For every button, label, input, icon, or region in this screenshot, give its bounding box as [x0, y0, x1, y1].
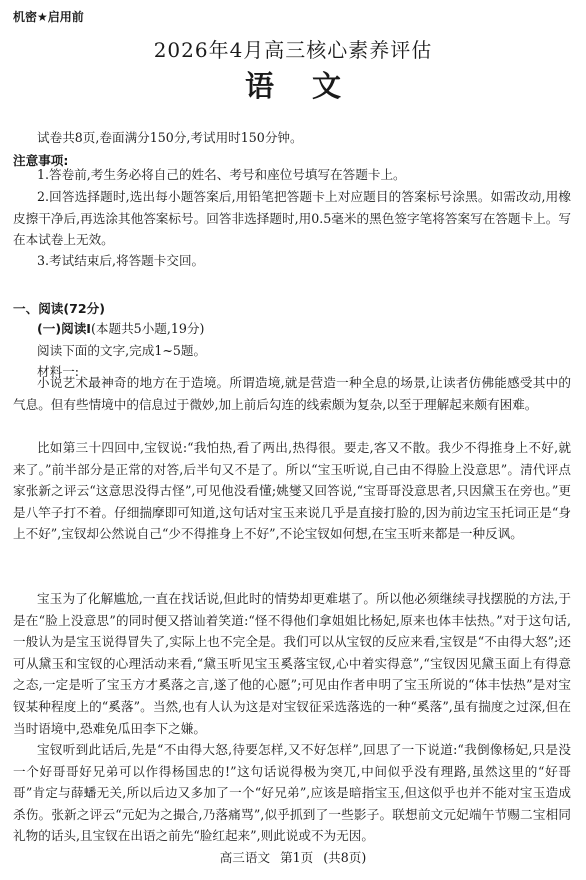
article-paragraph: 比如第三十四回中,宝钗说:“我怕热,看了两出,热得很。要走,客又不散。我少不得推身上不好,就来了。”前半部分是正常的对答,后半句又不是了。所以“宝玉听说,自己由不得脸上没意思”。清代评点家张新之评云“这意思没得古怪”,可见他没看懂;姚燮又回答说,“宝哥哥没意思者,只因黛玉在旁也。”更是八竿子打不着。仔细揣摩即可知道,这句话对宝玉来说几乎是直接打脸的,因为前边宝玉托词正是“身上不好”,宝钗却公然说自己“少不得推身上不好”,不论宝钗如何想,在宝玉听来都是一种反讽。 [13, 440, 571, 542]
article-paragraph: 宝钗听到此话后,先是“不由得大怒,待要怎样,又不好怎样”,回思了一下说道:“我倒像杨妃,只是没一个好哥哥好兄弟可以作得杨国忠的!”这句话说得极为突兀,中间似乎没有理路,虽然这里的“好哥哥”肯定与薛蟠无关,所以后边又多加了一个“好兄弟”,应该是暗指宝玉,但这似乎也并不能对宝玉造成杀伤。张新之评云“元妃为之撮合,乃落痛骂”,似乎抓到了一些影子。联想前文元妃端午节赐二宝相同礼物的话头,且宝钗在出语之前先“脸红起来”,则此说或不为无因。 [13, 742, 571, 844]
subsection-line [37, 318, 204, 337]
confidential-label: 机密★启用前 [13, 10, 84, 24]
reading-instruction: 阅读下面的文字,完成1~5题。 [37, 343, 207, 358]
notice-item: 1.答卷前,考生务必将自己的姓名、考号和座位号填写在答题卡上。 [37, 167, 406, 182]
subsection-detail: (本题共5小题,19分) [90, 321, 205, 336]
article-paragraph: 小说艺术最神奇的地方在于造境。所谓造境,就是营造一种全息的场景,让读者仿佛能感受其中的气息。但有些情境中的信息过于微妙,加上前后勾连的线索颇为复杂,以至于理解起来颇有困难。 [13, 375, 571, 412]
exam-title: 2026年4月高三核心素养评估 [153, 38, 433, 62]
notice-item: 3.考试结束后,将答题卡交回。 [37, 253, 205, 268]
notice-item: 2.回答选择题时,选出每小题答案后,用铅笔把答题卡上对应题目的答案标号涂黑。如需改动,用橡皮擦干净后,再选涂其他答案标号。回答非选择题时,用0.5毫米的黑色签字笔将答案写在答题卡上。写在本试卷上无效。 [13, 189, 571, 248]
page-footer: 高三语文 第1页 (共8页) [219, 850, 367, 865]
subsection-title: (一)阅读Ⅰ [37, 321, 91, 336]
section-title: 一、阅读(72分) [13, 301, 106, 316]
notice-title: 注意事项: [13, 153, 69, 168]
exam-info: 试卷共8页,卷面满分150分,考试用时150分钟。 [37, 130, 303, 145]
material-label: 材料一: [37, 364, 80, 379]
subject-title: 语文 [244, 69, 379, 103]
article-paragraph: 宝玉为了化解尴尬,一直在找话说,但此时的情势却更难堪了。所以他必须继续寻找摆脱的方法,于是在“脸上没意思”的同时便又搭讪着笑道:“怪不得他们拿姐姐比杨妃,原来也体丰怯热。”对于这句话,一般认为是宝玉说得冒失了,实际上也不完全是。我们可以从宝钗的反应来看,宝钗是“不由得大怒”;还可从黛玉和宝钗的心理活动来看,“黛玉听见宝玉奚落宝钗,心中着实得意”,“宝钗因见黛玉面上有得意之态,一定是听了宝玉方才奚落之言,遂了他的心愿”;可见由作者申明了宝玉所说的“体丰怯热”是对宝钗某种程度上的“奚落”。当然,也有人认为这是对宝钗征采选落选的一种“奚落”,虽有揣度之过深,但在当时语境中,恐难免瓜田李下之嫌。 [13, 591, 571, 736]
